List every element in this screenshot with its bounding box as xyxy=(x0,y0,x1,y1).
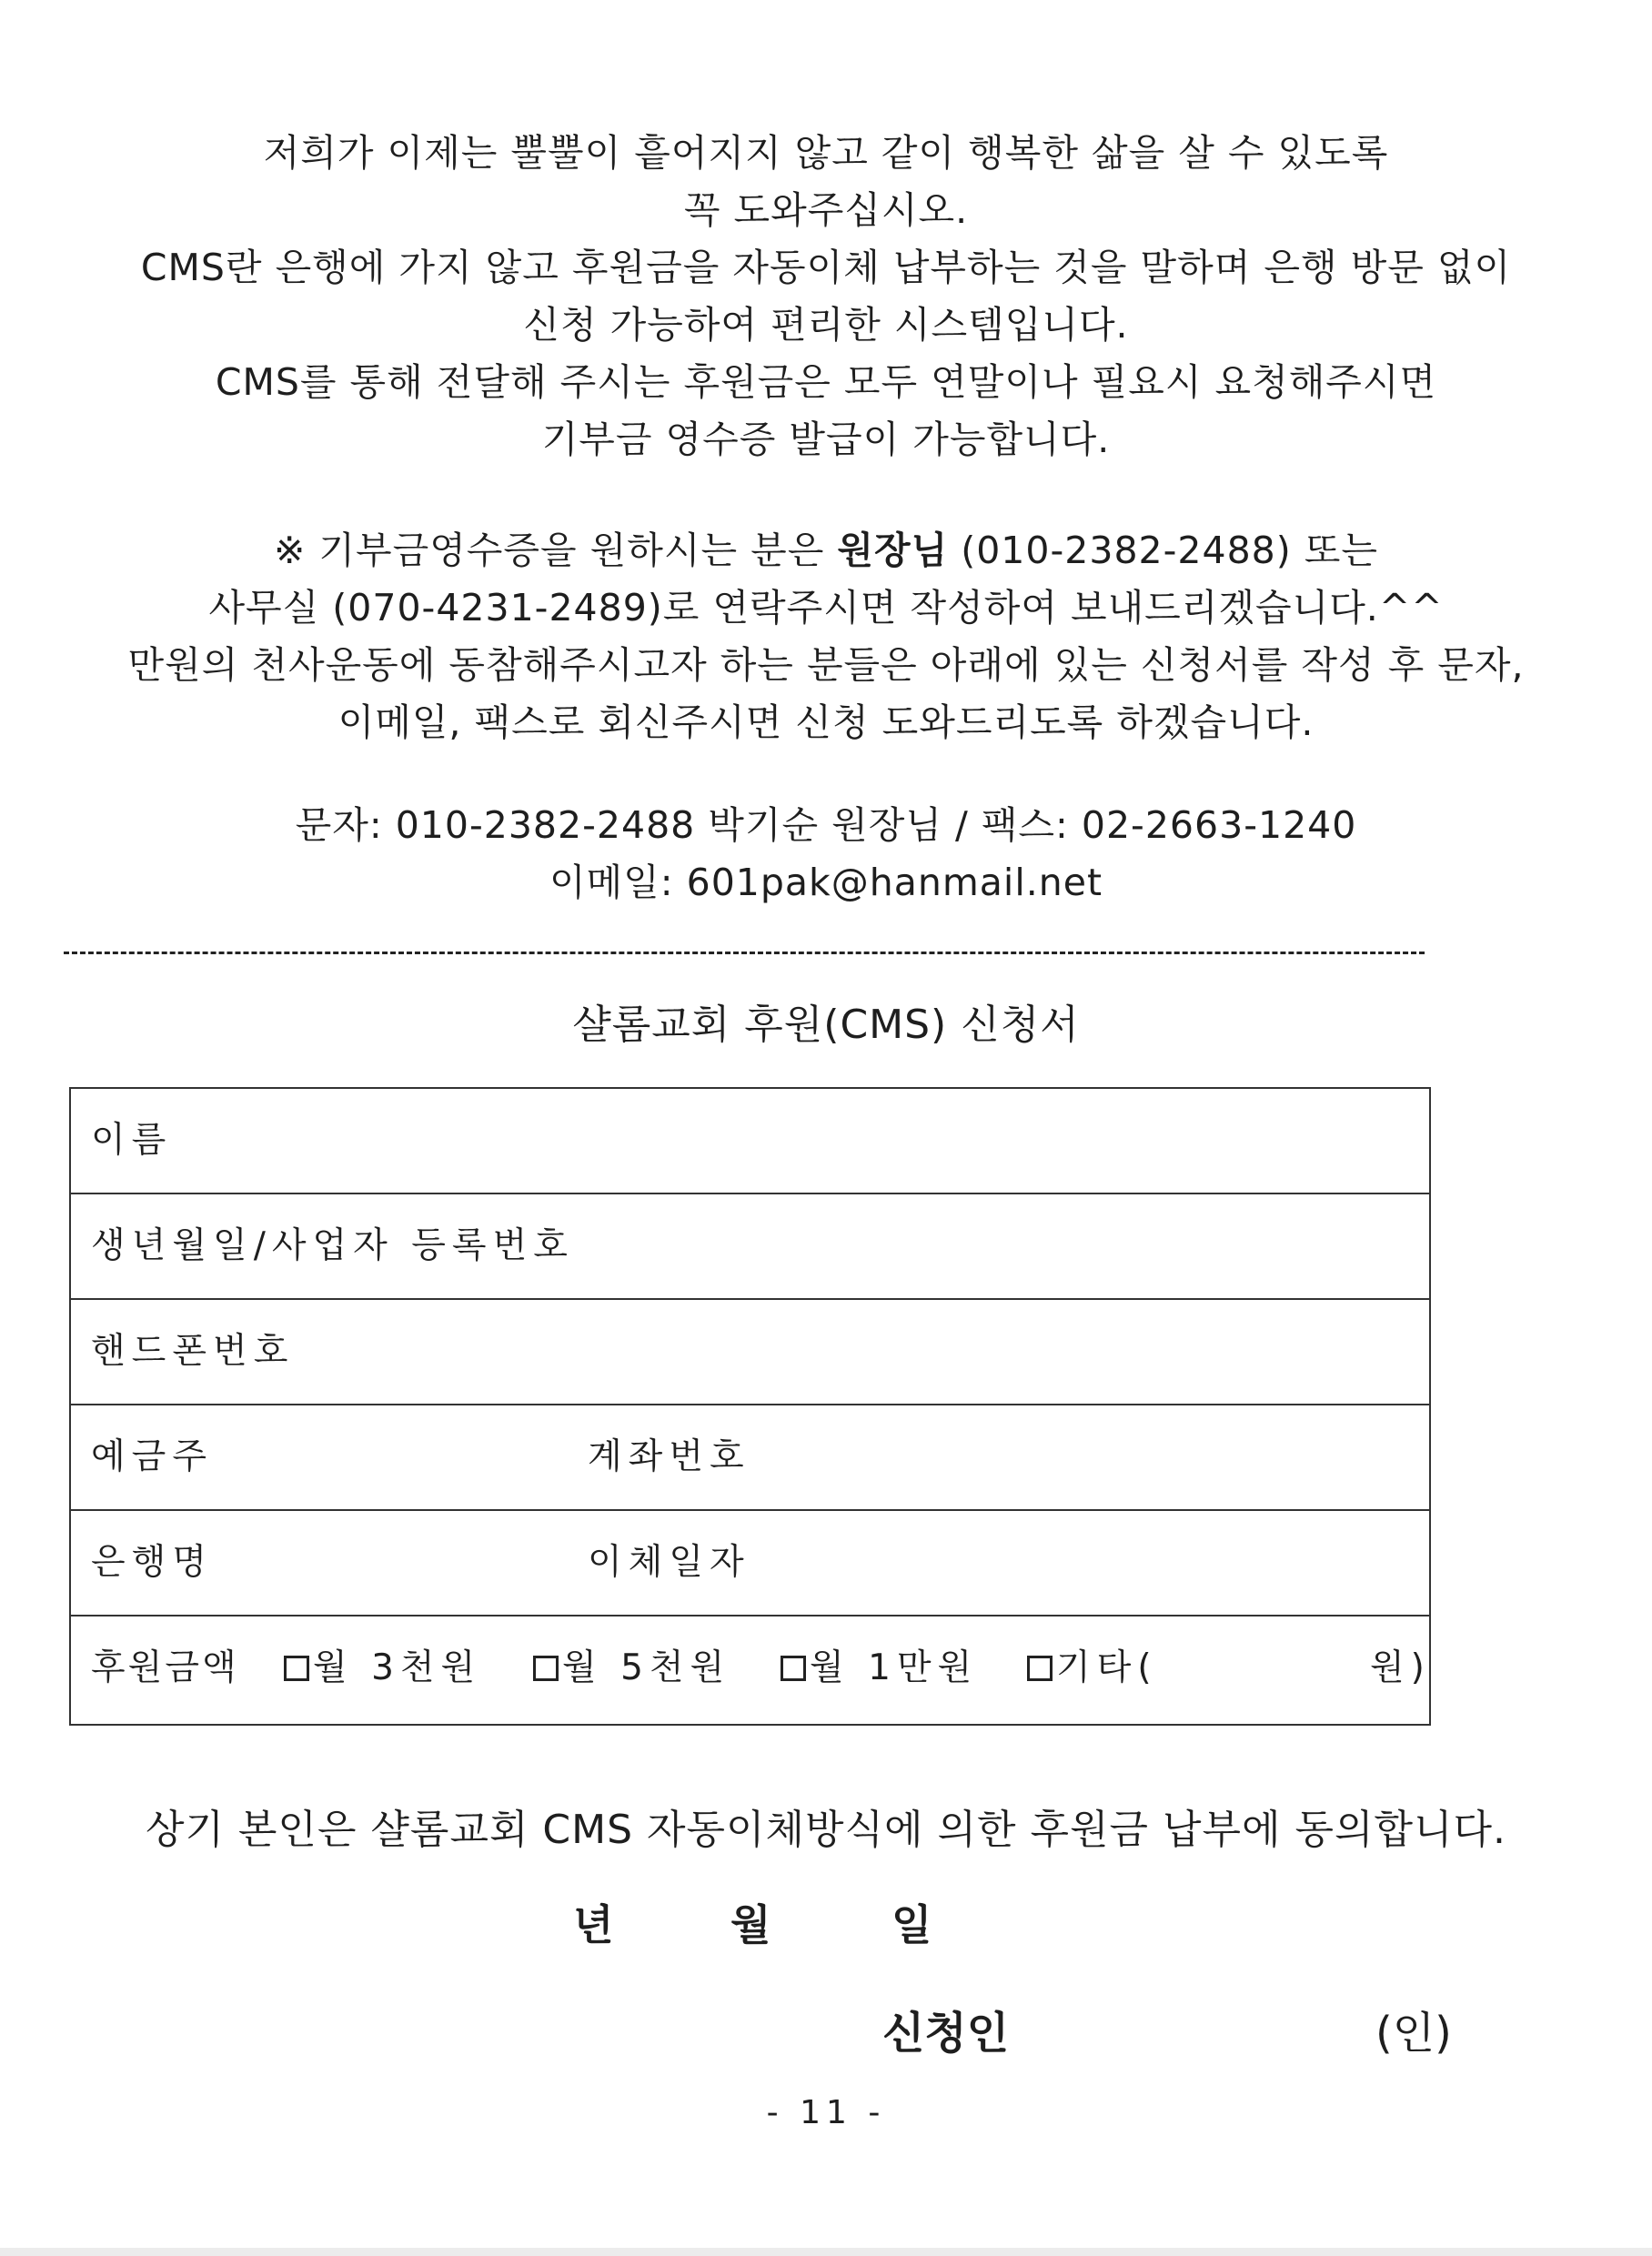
intro-line: CMS란 은행에 가지 않고 후원금을 자동이체 납부하는 것을 말하며 은행 방문 없이 xyxy=(140,246,1512,289)
checkbox-icon xyxy=(1027,1656,1053,1681)
application-form-table xyxy=(69,1087,1431,1726)
notice-line-4: 이메일, 팩스로 회신주시면 신청 도와드리도록 하겠습니다. xyxy=(337,700,1315,744)
form-title: 샬롬교회 후원(CMS) 신청서 xyxy=(572,1002,1080,1048)
contact-info xyxy=(55,797,1597,911)
notice-line-1 xyxy=(55,522,1597,579)
intro-line: 저희가 이제는 뿔뿔이 흩어지지 않고 같이 행복한 삶을 살 수 있도록 xyxy=(263,131,1389,175)
notice-line-2: 사무실 (070-4231-2489)로 연락주시면 작성하여 보내드리겠습니다.^^ xyxy=(208,586,1444,629)
checkbox-icon xyxy=(533,1656,559,1681)
bank-date-row[interactable] xyxy=(71,1511,1429,1616)
option-label: 월 5천원 xyxy=(562,1647,731,1688)
intro-line: 기부금 영수증 발급이 가능합니다. xyxy=(541,418,1111,461)
amount-label: 후원금액 xyxy=(91,1647,239,1688)
notice-suffix: (010-2382-2488) 또는 xyxy=(948,529,1378,572)
depositor-label: 예금주 xyxy=(91,1436,214,1477)
option-10000[interactable] xyxy=(781,1616,978,1720)
account-label: 계좌번호 xyxy=(588,1436,750,1477)
contact-phone-fax: 문자: 010-2382-2488 박기순 원장님 / 팩스: 02-2663-1240 xyxy=(295,803,1357,847)
director-label: 원장님 xyxy=(837,529,949,572)
notice-prefix: ※ 기부금영수증을 원하시는 분은 xyxy=(273,529,838,572)
won-suffix: 원) xyxy=(1370,1647,1431,1688)
applicant-label: 신청인 xyxy=(882,2008,1010,2059)
amount-row xyxy=(71,1616,1429,1724)
cut-line-divider xyxy=(64,952,1425,954)
seal-label: (인) xyxy=(1375,2008,1452,2059)
phone-label: 핸드폰번호 xyxy=(91,1331,295,1372)
name-label: 이름 xyxy=(91,1120,173,1161)
depositor-account-row[interactable] xyxy=(71,1405,1429,1511)
birth-label: 생년월일/사업자 등록번호 xyxy=(91,1225,574,1266)
birth-row[interactable] xyxy=(71,1194,1429,1300)
contact-email: 이메일: 601pak@hanmail.net xyxy=(549,861,1103,904)
agreement-statement: 상기 본인은 샬롬교회 CMS 자동이체방식에 의한 후원금 납부에 동의합니다. xyxy=(145,1807,1507,1853)
day-label: 일 xyxy=(891,1900,932,1949)
transfer-date-label: 이체일자 xyxy=(588,1542,750,1583)
name-row[interactable] xyxy=(71,1089,1429,1194)
receipt-notice xyxy=(55,522,1597,751)
option-3000[interactable] xyxy=(284,1616,481,1720)
month-label: 월 xyxy=(730,1900,771,1949)
intro-paragraph xyxy=(55,125,1597,468)
intro-line: CMS를 통해 전달해 주시는 후원금은 모두 연말이나 필요시 요청해주시면 xyxy=(215,360,1437,404)
page-number: - 11 - xyxy=(766,2094,886,2131)
option-5000[interactable] xyxy=(533,1616,730,1720)
option-label: 월 1만원 xyxy=(810,1647,979,1688)
intro-line: 신청 가능하여 편리한 시스템입니다. xyxy=(523,303,1129,347)
year-label: 년 xyxy=(573,1900,614,1949)
option-label: 기타( xyxy=(1056,1647,1158,1688)
option-label: 월 3천원 xyxy=(313,1647,482,1688)
intro-line: 꼭 도와주십시오. xyxy=(683,188,969,232)
option-other[interactable] xyxy=(1027,1616,1158,1720)
notice-line-3: 만원의 천사운동에 동참해주시고자 하는 분들은 아래에 있는 신청서를 작성 후 문자, xyxy=(127,643,1525,687)
checkbox-icon xyxy=(781,1656,806,1681)
bank-label: 은행명 xyxy=(91,1542,214,1583)
scan-bottom-edge xyxy=(0,2248,1652,2256)
checkbox-icon xyxy=(284,1656,309,1681)
phone-row[interactable] xyxy=(71,1300,1429,1405)
